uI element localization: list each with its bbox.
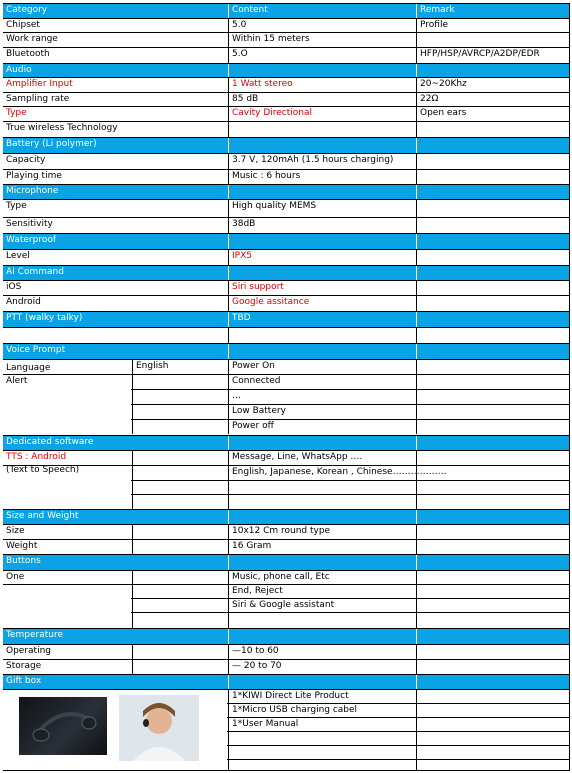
section-header-row — [3, 63, 569, 77]
table-row — [3, 106, 569, 121]
table-row — [3, 77, 569, 92]
table-cell — [416, 296, 569, 311]
table-cell — [416, 660, 569, 674]
spec-table — [3, 3, 569, 770]
table-cell: Within 15 meters — [228, 33, 416, 47]
tts-label: TTS : Android (Text to Speech) — [6, 452, 80, 475]
table-cell — [132, 613, 228, 628]
table-cell: Google assitance — [228, 296, 416, 311]
section-header-row — [3, 311, 569, 327]
table-cell: High quality MEMS — [228, 200, 416, 217]
table-cell: Power off — [228, 420, 416, 434]
table-cell: 20~20Khz — [416, 78, 569, 92]
section-header-row — [3, 265, 569, 280]
table-cell — [416, 585, 569, 598]
table-row — [3, 217, 569, 233]
table-cell: HFP/HSP/AVRCP/A2DP/EDR — [416, 48, 569, 63]
table-cell — [416, 555, 569, 570]
table-cell — [228, 613, 416, 628]
table-cell: Music : 6 hours — [228, 170, 416, 184]
table-cell — [416, 760, 569, 770]
table-cell — [416, 675, 569, 689]
table-cell: Content — [228, 4, 416, 18]
table-cell — [416, 525, 569, 539]
table-cell: Type — [6, 201, 27, 211]
table-cell: 22Ω — [416, 93, 569, 106]
table-cell — [132, 390, 228, 404]
table-row — [3, 169, 569, 184]
table-cell — [132, 540, 228, 554]
table-cell: IPX5 — [228, 250, 416, 265]
table-row — [3, 92, 569, 106]
table-cell — [416, 250, 569, 265]
table-cell: Cavity Directional — [228, 107, 416, 121]
table-cell: TBD — [228, 312, 416, 327]
headphone-graphic — [19, 697, 107, 755]
section-header-row — [3, 343, 569, 359]
table-cell — [228, 266, 416, 280]
table-cell: Operating — [6, 646, 51, 656]
table-cell — [228, 328, 416, 343]
table-cell — [132, 599, 228, 612]
table-cell — [416, 746, 569, 759]
table-cell: 5.0 — [228, 19, 416, 32]
table-cell: 1*User Manual — [228, 718, 416, 731]
table-cell — [416, 405, 569, 419]
table-cell — [228, 344, 416, 359]
table-cell — [416, 690, 569, 703]
section-header-row — [3, 233, 569, 249]
table-cell — [416, 328, 569, 343]
table-cell — [416, 234, 569, 249]
table-cell: Low Battery — [228, 405, 416, 419]
table-cell — [132, 645, 228, 659]
section-header-row — [3, 628, 569, 644]
table-cell — [416, 375, 569, 389]
table-cell: Sensitivity — [6, 219, 53, 229]
table-cell — [132, 405, 228, 419]
table-cell: Siri support — [228, 281, 416, 295]
table-cell: Gift box — [6, 676, 42, 686]
table-cell — [416, 360, 569, 374]
table-cell: PTT (walky talky) — [6, 313, 83, 323]
table-cell — [132, 585, 228, 598]
table-cell — [416, 170, 569, 184]
table-row — [3, 199, 569, 217]
merged-cell — [3, 585, 131, 627]
table-cell: Android — [6, 297, 41, 307]
table-cell — [228, 732, 416, 745]
table-cell: English, Japanese, Korean , Chinese……………… — [228, 466, 416, 480]
table-cell — [132, 495, 228, 509]
table-cell: Category — [6, 5, 48, 15]
table-cell — [416, 732, 569, 745]
section-header-row — [3, 3, 569, 18]
table-cell: Bluetooth — [6, 49, 50, 59]
section-header-row — [3, 509, 569, 524]
table-cell — [416, 138, 569, 153]
table-cell: Waterproof — [6, 235, 57, 245]
table-cell — [132, 525, 228, 539]
table-cell: Buttons — [6, 556, 41, 566]
table-cell — [416, 436, 569, 450]
table-cell: 1*Micro USB charging cabel — [228, 704, 416, 717]
buttons-label: One — [6, 572, 25, 582]
table-cell: Work range — [6, 34, 58, 44]
table-row — [3, 47, 569, 63]
table-cell — [3, 328, 228, 343]
table-row — [3, 450, 569, 465]
table-border — [569, 3, 570, 771]
table-cell — [228, 555, 416, 570]
table-cell — [416, 571, 569, 584]
table-cell — [228, 629, 416, 644]
table-cell — [228, 234, 416, 249]
table-cell — [132, 466, 228, 480]
section-header-row — [3, 435, 569, 450]
table-cell — [416, 629, 569, 644]
table-cell — [132, 420, 228, 434]
table-cell: 85 dB — [228, 93, 416, 106]
table-cell: True wireless Technology — [6, 123, 118, 133]
table-cell: Music, phone call, Etc — [228, 571, 416, 584]
table-cell: Remark — [416, 4, 569, 18]
table-cell: Playing time — [6, 171, 62, 181]
table-row — [3, 153, 569, 169]
table-cell: — 20 to 70 — [228, 660, 416, 674]
table-cell: AI Command — [6, 267, 64, 277]
table-cell — [416, 218, 569, 233]
table-row — [3, 659, 569, 674]
table-cell — [416, 481, 569, 494]
table-row — [3, 249, 569, 265]
table-row — [3, 18, 569, 32]
table-row — [3, 644, 569, 659]
table-cell: Size — [6, 526, 25, 536]
table-cell: 16 Gram — [228, 540, 416, 554]
table-cell — [416, 266, 569, 280]
section-header-row — [3, 554, 569, 570]
table-cell — [416, 312, 569, 327]
table-cell: 38dB — [228, 218, 416, 233]
table-cell — [416, 645, 569, 659]
table-cell: iOS — [6, 282, 22, 292]
table-cell: Temperature — [6, 630, 64, 640]
table-row — [3, 121, 569, 137]
table-row — [3, 32, 569, 47]
table-cell: Sampling rate — [6, 94, 70, 104]
table-cell — [416, 185, 569, 199]
product-photo — [19, 697, 107, 755]
table-cell: English — [132, 360, 228, 374]
table-cell: Chipset — [6, 20, 40, 30]
table-cell: Storage — [6, 661, 42, 671]
table-border — [3, 770, 569, 771]
table-cell — [416, 390, 569, 404]
table-cell — [132, 660, 228, 674]
table-cell — [416, 200, 569, 217]
table-cell — [416, 466, 569, 480]
table-cell — [416, 704, 569, 717]
table-row — [3, 539, 569, 554]
table-cell: Connected — [228, 375, 416, 389]
table-cell — [228, 436, 416, 450]
table-cell: … — [228, 390, 416, 404]
table-cell: 3.7 V, 120mAh (1.5 hours charging) — [228, 154, 416, 169]
table-row — [3, 524, 569, 539]
table-cell — [416, 33, 569, 47]
voice-prompt-label: Language Alert — [6, 363, 51, 386]
table-cell — [132, 451, 228, 465]
table-row — [3, 327, 569, 343]
table-cell: 1 Watt stereo — [228, 78, 416, 92]
table-cell — [228, 746, 416, 759]
table-cell — [228, 675, 416, 689]
table-cell — [228, 481, 416, 494]
table-cell — [416, 154, 569, 169]
table-cell: Voice Prompt — [6, 345, 66, 355]
table-cell — [132, 571, 228, 584]
table-cell — [416, 451, 569, 465]
table-cell — [416, 599, 569, 612]
table-cell: 5.O — [228, 48, 416, 63]
table-cell — [416, 540, 569, 554]
section-header-row — [3, 674, 569, 689]
table-cell: 10x12 Cm round type — [228, 525, 416, 539]
table-cell — [416, 495, 569, 509]
table-cell: Dedicated software — [6, 437, 94, 447]
table-cell: Capacity — [6, 155, 46, 165]
table-cell: Audio — [6, 65, 32, 75]
table-cell: Profile — [416, 19, 569, 32]
table-row — [3, 280, 569, 295]
table-cell — [416, 718, 569, 731]
table-cell — [416, 344, 569, 359]
table-cell — [416, 510, 569, 524]
section-header-row — [3, 184, 569, 199]
table-cell: Level — [6, 251, 30, 261]
table-cell — [228, 185, 416, 199]
table-cell: 1*KIWI Direct Lite Product — [228, 690, 416, 703]
table-cell — [228, 510, 416, 524]
table-cell — [416, 613, 569, 628]
table-cell — [228, 138, 416, 153]
table-cell: Size and Weight — [6, 511, 79, 521]
table-cell — [416, 420, 569, 434]
table-cell — [132, 375, 228, 389]
table-cell: Open ears — [416, 107, 569, 121]
table-cell: End, Reject — [228, 585, 416, 598]
table-row — [3, 295, 569, 311]
section-header-row — [3, 137, 569, 153]
person-graphic — [119, 695, 199, 761]
table-cell: Weight — [6, 541, 38, 551]
table-cell — [228, 760, 416, 770]
table-cell — [132, 481, 228, 494]
table-cell: Microphone — [6, 186, 59, 196]
lifestyle-photo — [119, 695, 199, 761]
table-cell: Amplifier Input — [6, 79, 73, 89]
table-cell: Battery (Li polymer) — [6, 139, 97, 149]
table-cell: Power On — [228, 360, 416, 374]
table-cell — [416, 64, 569, 77]
table-cell: Type — [6, 108, 27, 118]
table-cell: —10 to 60 — [228, 645, 416, 659]
table-row — [3, 570, 569, 584]
table-cell — [416, 122, 569, 137]
table-cell — [228, 122, 416, 137]
table-cell — [228, 64, 416, 77]
table-cell — [228, 495, 416, 509]
table-row — [3, 359, 569, 374]
table-cell — [416, 281, 569, 295]
table-cell: Message, Line, WhatsApp …. — [228, 451, 416, 465]
table-cell: Siri & Google assistant — [228, 599, 416, 612]
